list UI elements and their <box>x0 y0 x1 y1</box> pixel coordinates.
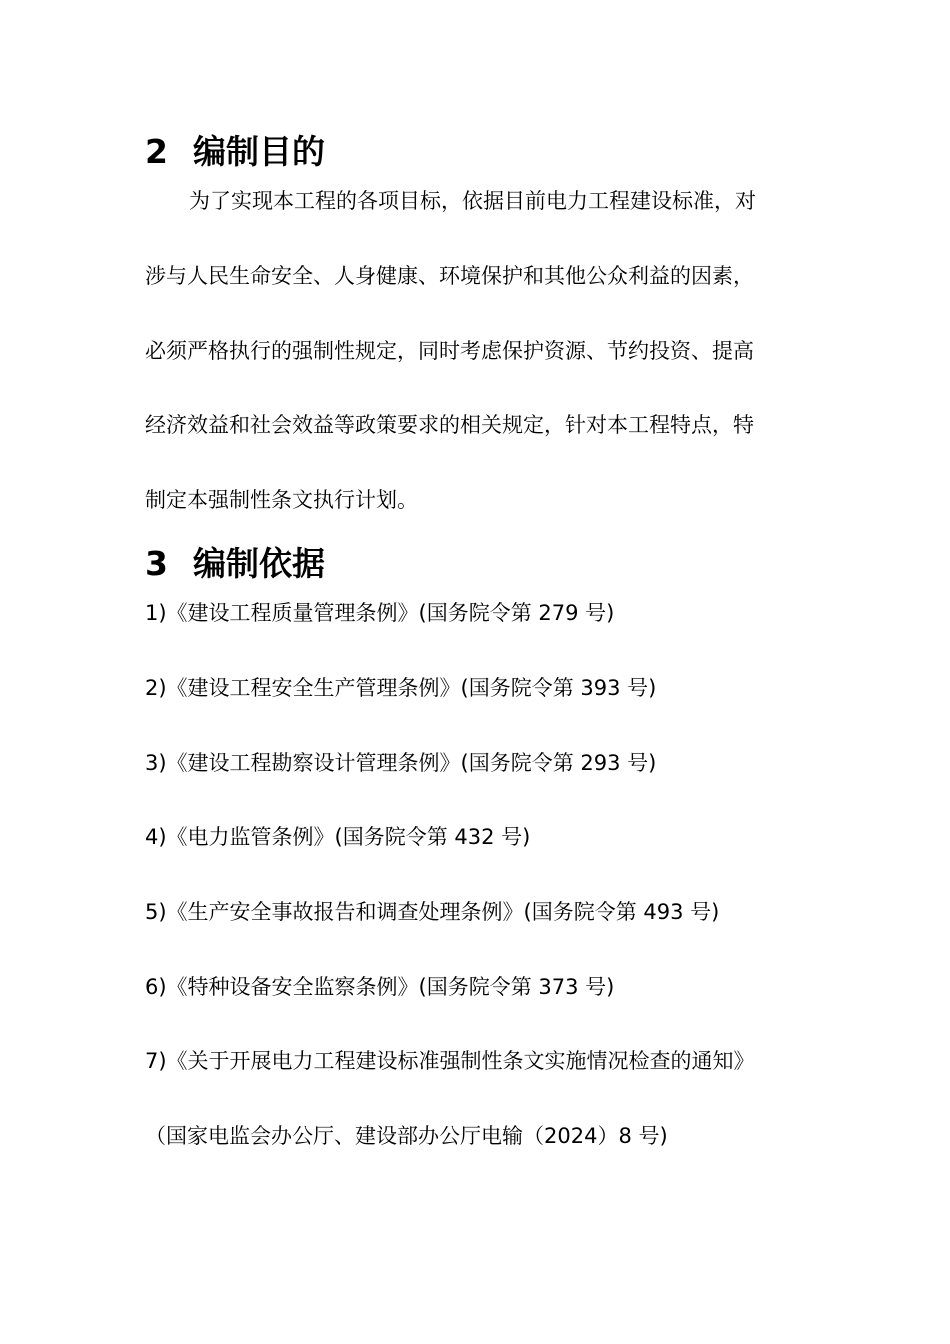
reference-item-6: 6)《特种设备安全监察条例》(国务院令第 373 号) <box>145 975 615 999</box>
section-2-heading <box>145 132 325 172</box>
section-2-number: 2 <box>145 132 168 171</box>
reference-item-2: 2)《建设工程安全生产管理条例》(国务院令第 393 号) <box>145 676 657 700</box>
reference-item-4: 4)《电力监管条例》(国务院令第 432 号) <box>145 825 531 849</box>
reference-item-7-continuation: （国家电监会办公厅、建设部办公厅电输（2024）8 号) <box>145 1124 668 1148</box>
reference-item-7: 7)《关于开展电力工程建设标准强制性条文实施情况检查的通知》 <box>145 1049 755 1073</box>
section-2-paragraph-line-3: 必须严格执行的强制性规定，同时考虑保护资源、节约投资、提高 <box>145 339 754 363</box>
section-2-paragraph-line-2: 涉与人民生命安全、人身健康、环境保护和其他公众利益的因素， <box>145 264 754 288</box>
section-3-heading <box>145 544 325 584</box>
section-2-paragraph-line-4: 经济效益和社会效益等政策要求的相关规定，针对本工程特点，特 <box>145 413 754 437</box>
section-3-number: 3 <box>145 544 168 583</box>
reference-item-1: 1)《建设工程质量管理条例》(国务院令第 279 号) <box>145 601 615 625</box>
section-2-paragraph-line-1: 为了实现本工程的各项目标，依据目前电力工程建设标准，对 <box>189 189 756 213</box>
reference-item-5: 5)《生产安全事故报告和调查处理条例》(国务院令第 493 号) <box>145 900 720 924</box>
section-3-title: 编制依据 <box>193 544 325 583</box>
section-2-paragraph-line-5: 制定本强制性条文执行计划。 <box>145 488 418 512</box>
section-2-title: 编制目的 <box>193 132 325 171</box>
reference-item-3: 3)《建设工程勘察设计管理条例》(国务院令第 293 号) <box>145 751 657 775</box>
